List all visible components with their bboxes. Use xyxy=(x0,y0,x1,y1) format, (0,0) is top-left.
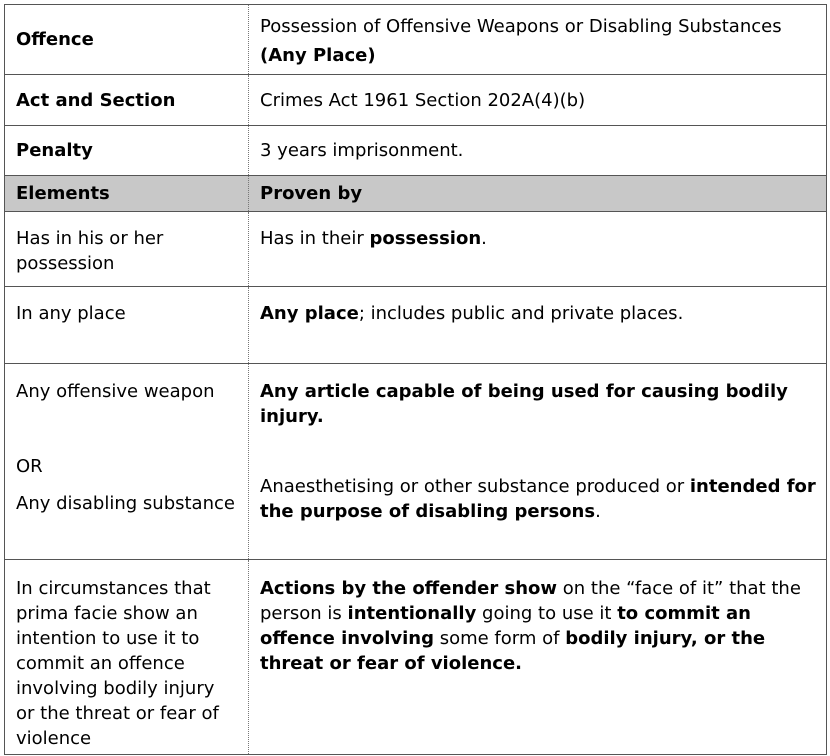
proof-cell xyxy=(249,212,827,287)
elements-header: Elements xyxy=(5,176,249,212)
proof-text-end: . xyxy=(481,228,487,249)
proof-bold: intentionally xyxy=(347,603,477,624)
element-row-weapon xyxy=(5,364,827,560)
element-row-intention xyxy=(5,560,827,755)
element-row-possession xyxy=(5,212,827,287)
proof-text: ; includes public and private places. xyxy=(358,303,684,324)
offence-value: Possession of Offensive Weapons or Disabling Substances xyxy=(260,16,782,37)
column-header-row xyxy=(5,176,827,212)
proof-text: on the “face of it” that the person is xyxy=(260,578,801,624)
act-label-cell xyxy=(5,75,249,126)
element-cell xyxy=(5,212,249,287)
proof-weapon: Any article capable of being used for causing bodily injury. xyxy=(260,381,788,427)
proof-bold: intended for the purpose of disabling persons xyxy=(260,476,816,522)
act-label: Act and Section xyxy=(16,89,176,111)
proven-by-header: Proven by xyxy=(249,176,827,212)
proof-substance xyxy=(260,474,816,524)
offence-value-cell xyxy=(249,5,827,75)
proof-bold: Any place xyxy=(260,303,359,324)
penalty-label-cell xyxy=(5,126,249,176)
offence-row xyxy=(5,5,827,75)
penalty-value: 3 years imprisonment. xyxy=(260,140,464,161)
element-text: Has in his or her possession xyxy=(16,228,164,274)
act-value: Crimes Act 1961 Section 202A(4)(b) xyxy=(260,89,586,111)
element-substance: Any disabling substance xyxy=(16,493,235,514)
proof-bold: possession xyxy=(369,228,482,249)
proof-text-end: . xyxy=(595,501,601,522)
element-text: In circumstances that prima facie show an intention to use it to commit an offence involving bodily injury or the threat or fear of violence xyxy=(16,578,219,749)
act-row xyxy=(5,75,827,126)
proof-cell xyxy=(249,560,827,755)
proof-cell xyxy=(249,287,827,364)
proof-bold: Actions by the offender show xyxy=(260,578,558,599)
proof-text: Has in their xyxy=(260,228,370,249)
act-value-cell xyxy=(249,75,827,126)
offence-table xyxy=(4,4,827,755)
offence-label: Offence xyxy=(16,29,94,50)
element-text: In any place xyxy=(16,303,126,324)
element-row-place xyxy=(5,287,827,364)
offence-place: (Any Place) xyxy=(260,45,376,66)
element-cell xyxy=(5,364,249,560)
element-cell xyxy=(5,287,249,364)
element-weapon: Any offensive weapon xyxy=(16,381,215,402)
element-or: OR xyxy=(16,456,43,477)
penalty-row xyxy=(5,126,827,176)
proof-text: some form of xyxy=(433,628,566,649)
proof-text: going to use it xyxy=(476,603,618,624)
element-cell xyxy=(5,560,249,755)
penalty-label: Penalty xyxy=(16,140,93,161)
proof-bold: bodily injury, or the threat or fear of violence. xyxy=(260,628,766,674)
offence-label-cell xyxy=(5,5,249,75)
proof-cell xyxy=(249,364,827,560)
penalty-value-cell xyxy=(249,126,827,176)
proof-text: Anaesthetising or other substance produced or xyxy=(260,476,690,497)
proof-bold: to commit an offence involving xyxy=(260,603,751,649)
